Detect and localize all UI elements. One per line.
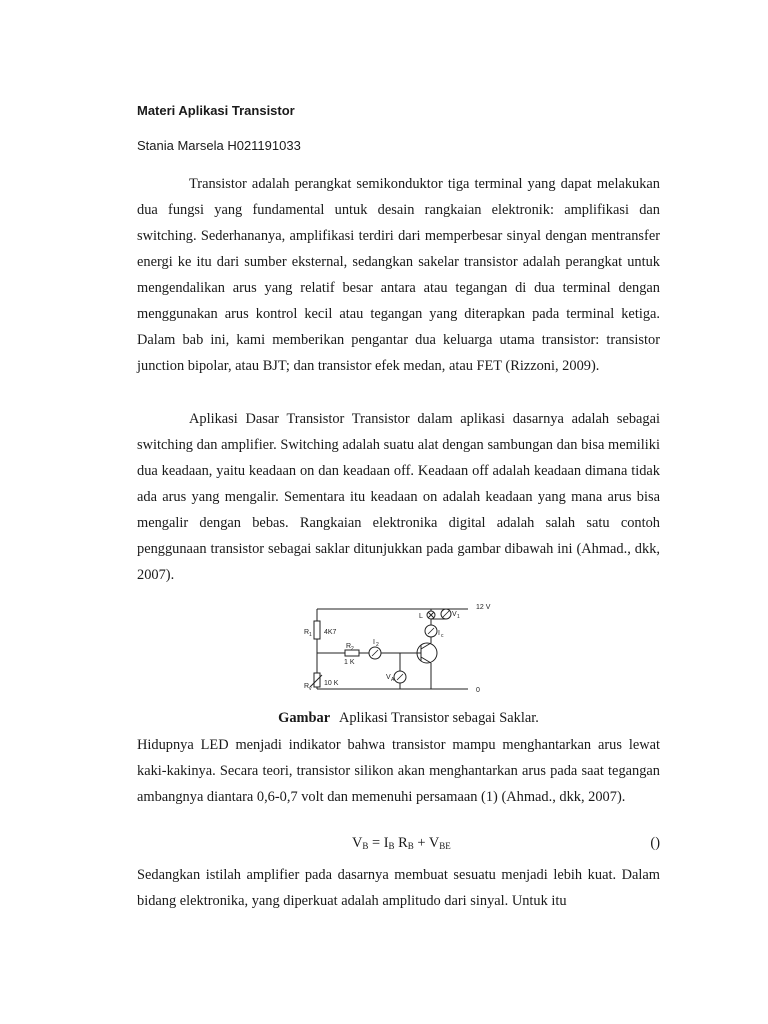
label-rv: R: [304, 683, 310, 690]
document-author: Stania Marsela H021191033: [137, 138, 301, 153]
caption-label: Gambar: [278, 710, 331, 726]
label-r1: R: [304, 629, 310, 636]
label-ic: I: [438, 630, 440, 637]
paragraph-amplifier: Sedangkan istilah amplifier pada dasarnya membuat sesuatu menjadi lebih kuat. Dalam bidang elektronika, yang diperkuat adalah amplitudo dari sinyal. Untuk itu: [137, 867, 660, 909]
label-ic-sub: c: [441, 633, 444, 639]
label-r2: R: [346, 643, 352, 650]
label-rv-sub: v: [309, 686, 312, 692]
eq-rb: R: [394, 835, 408, 851]
paragraph-intro: Transistor adalah perangkat semikonduktor tiga terminal yang dapat melakukan dua fungsi yang fundamental untuk desain rangkaian elektronik: amplifikasi dan switching. Sederhananya, amplifikasi terdiri dari memperbesar sinyal dengan mentransfer energi ke itu dari sumber eksternal, sedangkan sakelar transistor adalah perangkat untuk mengendalikan arus yang relatif besar antara atau tegangan di dua terminal dengan menggunakan arus kontrol kecil atau tegangan yang diterapkan pada terminal ketiga. Dalam bab ini, kami memberikan pengantar dua keluarga utama transistor: transistor junction bipolar, atau BJT; dan transistor efek medan, atau FET (Rizzoni, 2009).: [137, 176, 660, 374]
label-r2-sub: 2: [351, 646, 354, 652]
label-rv-value: 10 K: [324, 680, 339, 687]
caption-text: Aplikasi Transistor sebagai Saklar.: [338, 710, 539, 726]
equation-number: (): [650, 835, 660, 851]
label-lamp: L: [419, 613, 423, 620]
label-i2-sub: 2: [376, 642, 379, 648]
paragraph-led: Hidupnya LED menjadi indikator bahwa transistor mampu menghantarkan arus lewat kaki-kakinya. Secara teori, transistor silikon akan menghantarkan arus pada saat tegangan ambangnya diantara 0,6-0,7 volt dan memenuhi persamaan (1) (Ahmad., dkk, 2007).: [137, 737, 660, 805]
equation-body: [352, 835, 451, 852]
label-v1: V: [452, 611, 457, 618]
eq-vbe-sub: BE: [439, 841, 451, 851]
label-supply: 12 V: [476, 604, 491, 611]
label-v1-sub: 1: [457, 614, 460, 620]
paragraph-application: Aplikasi Dasar Transistor Transistor dalam aplikasi dasarnya adalah sebagai switching dan amplifier. Switching adalah suatu alat dengan sambungan dan bisa memiliki dua keadaan, yaitu keadaan on dan keadaan off. Keadaan off adalah keadaan dimana tidak ada arus yang mengalir. Sementara itu keadaan on adalah keadaan yang mana arus bisa mengalir dengan bebas. Rangkaian elektronika digital adalah salah satu contoh penggunaan transistor sebagai saklar ditunjukkan pada gambar dibawah ini (Ahmad., dkk, 2007).: [137, 411, 660, 583]
eq-plus-vbe: + V: [413, 835, 440, 851]
eq-rb-sub: B: [407, 841, 414, 851]
label-va-sub: A: [391, 677, 395, 683]
label-r2-value: 1 K: [344, 659, 355, 666]
eq-ib-sub: B: [388, 841, 395, 851]
eq-vb-sub: B: [362, 841, 369, 851]
circuit-diagram: [300, 601, 500, 699]
figure-caption: [137, 710, 680, 727]
eq-equals: =: [368, 835, 384, 851]
label-r1-value: 4K7: [324, 629, 337, 636]
label-ground: 0: [476, 687, 480, 694]
label-va: V: [386, 674, 391, 681]
document-title: Materi Aplikasi Transistor: [137, 103, 295, 118]
eq-vb: V: [352, 835, 363, 851]
label-i2: I: [373, 639, 375, 646]
label-r1-sub: 1: [309, 632, 312, 638]
eq-ib: I: [383, 835, 389, 851]
